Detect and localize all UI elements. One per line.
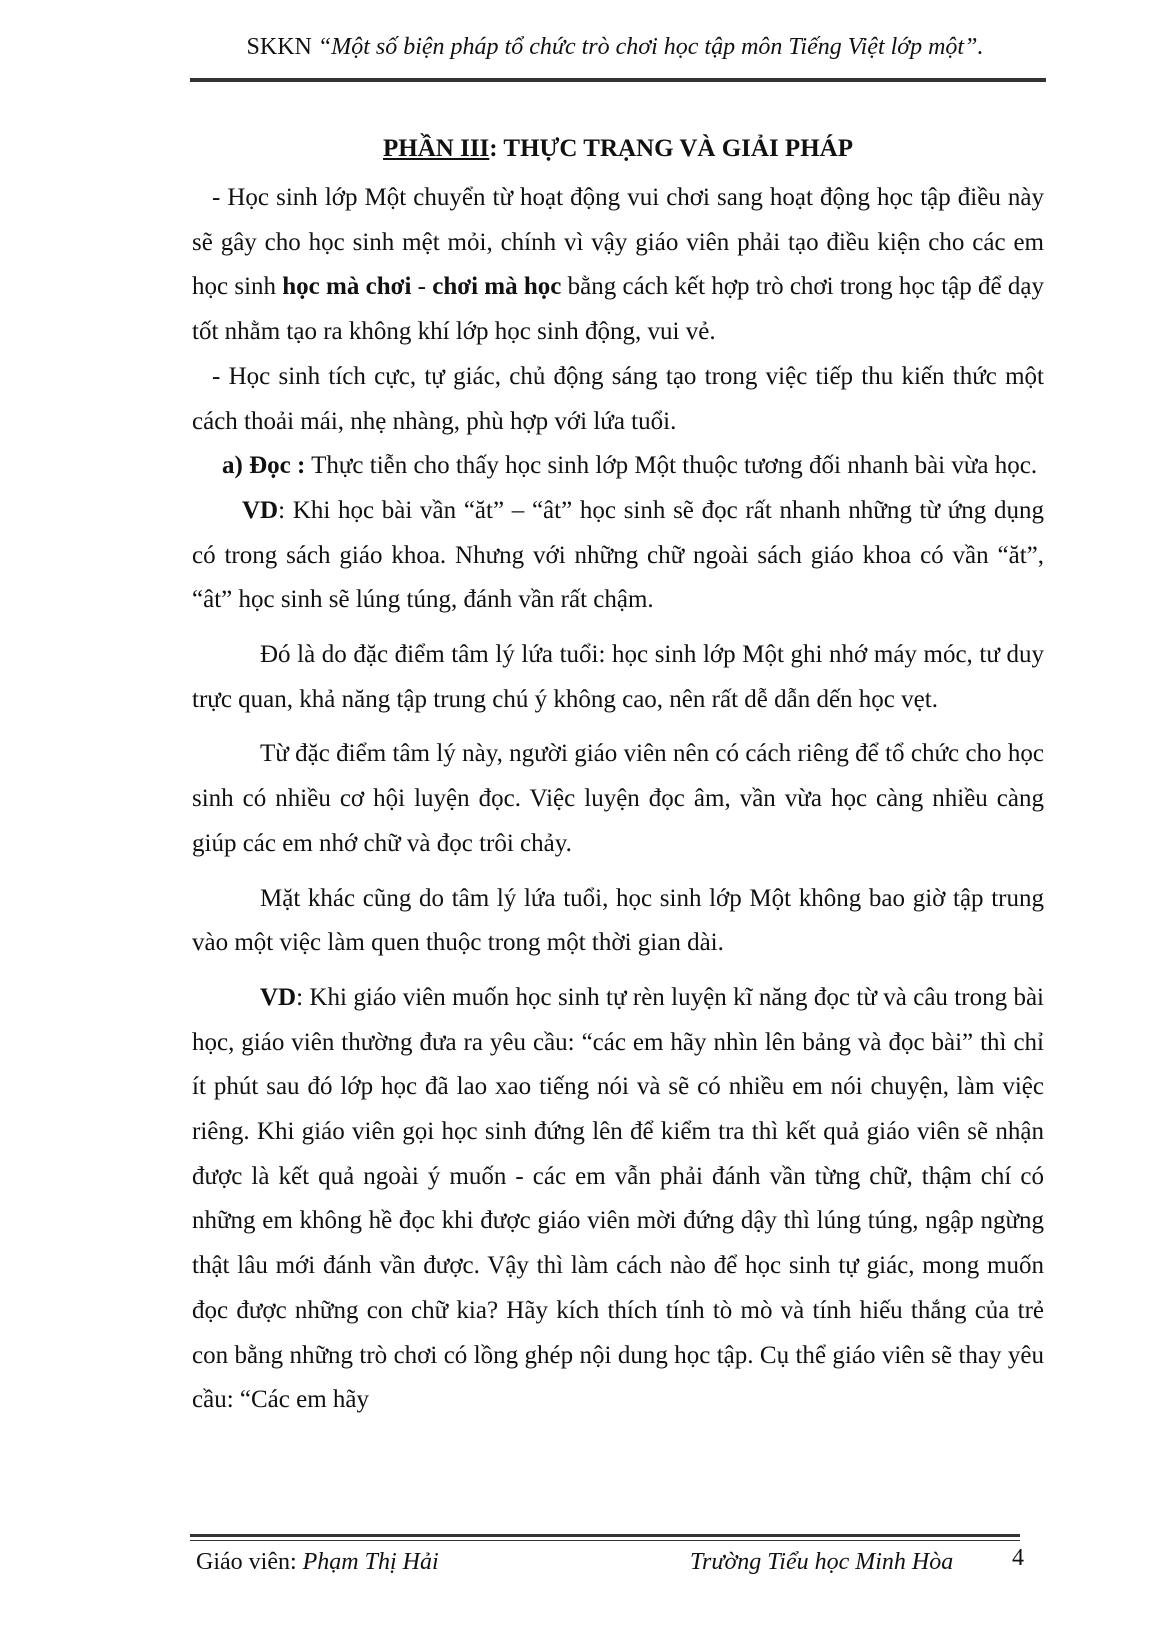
example-label: VD bbox=[242, 496, 279, 524]
paragraph-7: Mặt khác cũng do tâm lý lứa tuổi, học sinh lớp Một không bao giờ tập trung vào một việc làm quen thuộc trong một thời gian dài. bbox=[192, 884, 1044, 957]
page-header bbox=[200, 30, 1030, 64]
footer-rule bbox=[190, 1534, 1020, 1537]
paragraph-5: Đó là do đặc điểm tâm lý lứa tuổi: học sinh lớp Một ghi nhớ máy móc, tư duy trực quan, khả năng tập trung chú ý không cao, nên rất dễ dẫn dến học vẹt. bbox=[192, 641, 1044, 713]
header-title: “Một số biện pháp tổ chức trò chơi học tập môn Tiếng Việt lớp một”. bbox=[317, 34, 984, 60]
paragraph-6: Từ đặc điểm tâm lý này, người giáo viên nên có cách riêng để tổ chức cho học sinh có nhiều cơ hội luyện đọc. Việc luyện đọc âm, vần vừa học càng nhiều càng giúp các em nhớ chữ và đọc trôi chảy. bbox=[192, 740, 1044, 857]
header-prefix: SKKN bbox=[246, 34, 318, 60]
item-a-label: a) Đọc : bbox=[222, 452, 306, 480]
paragraph-8 bbox=[192, 976, 1044, 1423]
section-title bbox=[190, 132, 1046, 166]
section-title-rest: : THỰC TRẠNG VÀ GIẢI PHÁP bbox=[489, 135, 853, 162]
footer-teacher-name: Phạm Thị Hải bbox=[302, 1549, 439, 1575]
paragraph-2: - Học sinh tích cực, tự giác, chủ động sáng tạo trong việc tiếp thu kiến thức một cách thoải mái, nhẹ nhàng, phù hợp với lứa tuổi. bbox=[192, 362, 1044, 435]
page-number: 4 bbox=[1012, 1545, 1024, 1571]
footer-teacher bbox=[196, 1547, 439, 1577]
paragraph-8-text: : Khi giáo viên muốn học sinh tự rèn luyện kĩ năng đọc từ và câu trong bài học, giáo viên thường đưa ra yêu cầu: “các em hãy nhìn lên bảng và đọc bài” thì chỉ ít phút sau đó lớp học đã lao xao tiếng nói và sẽ có nhiều em nói chuyện, làm việc riêng. Khi giáo viên gọi học sinh đứng lên để kiểm tra thì kết quả giáo viên sẽ nhận được là kết quả ngoài ý muốn - các em vẫn phải đánh vần từng chữ, thậm chí có những em không hề đọc khi được giáo viên mời đứng dậy thì lúng túng, ngập ngừng thật lâu mới đánh vần được. Vậy thì làm cách nào để học sinh tự giác, mong muốn đọc được những con chữ kia? Hãy kích thích tính tò mò và tính hiếu thắng của trẻ con bằng những trò chơi có lồng ghép nội dung học tập. Cụ thể giáo viên sẽ thay yêu cầu: “Các em hãy bbox=[192, 983, 1044, 1414]
section-title-part: PHẦN III bbox=[383, 135, 490, 162]
footer-teacher-label: Giáo viên: bbox=[196, 1549, 303, 1575]
item-a-text: Thực tiễn cho thấy học sinh lớp Một thuộc tương đối nhanh bài vừa học. bbox=[305, 452, 1038, 480]
example-label-2: VD bbox=[260, 983, 297, 1011]
paragraph-3-item-a bbox=[192, 444, 1044, 489]
paragraph-1-sep: - bbox=[411, 273, 433, 301]
footer-rule-thin bbox=[190, 1540, 1020, 1541]
body-text bbox=[192, 176, 1044, 1423]
paragraph-1-text: - Học sinh lớp Một chuyển từ hoạt động vui chơi sang hoạt động học tập điều này sẽ gây cho học sinh mệt mỏi, chính vì vậy giáo viên phải tạo điều kiện cho các em học sinh bbox=[192, 184, 1044, 301]
header-rule bbox=[190, 78, 1046, 82]
paragraph-1-end: bằng cách kết hợp trò chơi trong học tập để dạy tốt nhằm tạo ra không khí lớp học sinh động, vui vẻ. bbox=[192, 273, 1044, 346]
footer-school: Trường Tiểu học Minh Hòa bbox=[690, 1549, 954, 1575]
paragraph-4-text: : Khi học bài vần “ăt” – “ât” học sinh sẽ đọc rất nhanh những từ ứng dụng có trong sách giáo khoa. Nhưng với những chữ ngoài sách giáo khoa có vần “ăt”, “ât” học sinh sẽ lúng túng, đánh vần rất chậm. bbox=[192, 496, 1044, 614]
emphasis-choi-ma-hoc: chơi mà học bbox=[432, 273, 562, 301]
paragraph-4 bbox=[192, 489, 1044, 623]
emphasis-hoc-ma-choi: học mà chơi bbox=[282, 273, 412, 301]
paragraph-1 bbox=[192, 176, 1044, 355]
